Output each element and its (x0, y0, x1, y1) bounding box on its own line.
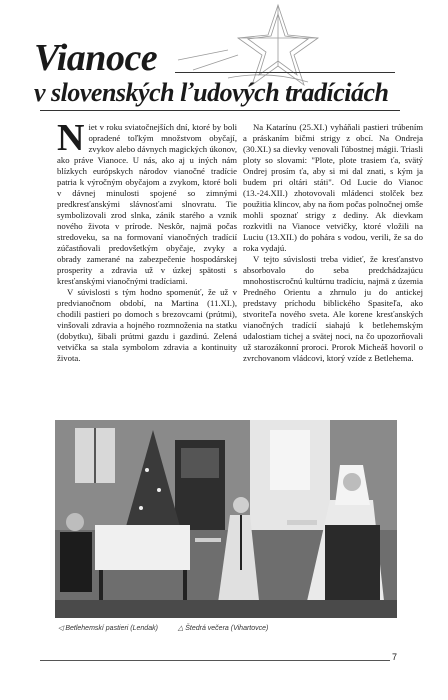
article-column-right (243, 122, 423, 364)
caption-left: ◁ Betlehemskí pastieri (Lendak) (58, 625, 158, 632)
paragraph: Na Katarínu (25.XI.) vyháňali pastieri trúbením a práskaním bičmi strigy z obcí. Na Ondreja (30.XI.) sa dievky venovali ľúbostnej mágii. Triasli ploty so slovami: "Plote, plote trasiem ťa, svätý Ondrej prosím ťa, aby si mi dal znati, s kým ja budem pri oltári státi". Od Lucie do Vianoc (13.-24.XII.) zhotovovali mládenci stolček bez použitia klincov, aby na ňom počas polnočnej omše mohli spoznať strigy z dediny. Ak dievkam rozkvitli na Vianoce vetvičky, ktoré vložili na Luciu (13.XII.) do pohára s vodou, verili, že sa do roka vydajú. (243, 122, 423, 253)
paragraph: V súvislosti s tým hodno spomenúť, že už v predvianočnom období, na Martina (11.XI.), chodili pastieri po domoch s brezovcami (prútmi), vinšovali zdravia a hojného rozmnoženia na statku (dobytku), šibali prútmi gazdu i gazdinú. Zelená vetvička sa stala symbolom zdravia a kontinuity života. (57, 287, 237, 363)
photo-captions (58, 624, 398, 632)
drop-cap: N (57, 117, 85, 159)
caption-right: △ Štedrá večera (Vihartovce) (177, 625, 269, 632)
footer-rule (40, 660, 390, 661)
christmas-eve-photo (55, 420, 397, 618)
paragraph: V tejto súvislosti treba vidieť, že kresťanstvo absorbovalo do seba predchádzajúcu mnohostiscročnú kultúrnu tradíciu, najmä z územia Predného Orientu a zhrnulo ju do antickej predstavy príchodu biblického Spasiteľa, ako stvoriteľa nového sveta. Ale korene kresťanských vianočných tradícií siahajú k betlehemským udalostiam tichej a svätej noci, na čo upozorňovali už starozákonní proroci. Prorok Micheáš hovoril o zvrchovanom vládcovi, ktorý vzíde z Betlehema. (243, 254, 423, 363)
article-title (26, 38, 426, 108)
paragraph: Niet v roku sviatočnejších dní, ktoré by boli opradené toľkým množstvom obyčají, zvykov alebo dávnych magických úkonov, ako práve Vianoce. U nás, ako aj u iných nám blízkych európskych národov vianočné tradície patria k výročným obyčajom a zvykom, ktoré boli v dávnej minulosti spojené so zimnými predkresťanskými slávnosťami slnovratu. Tie symbolizovali zrod slnka, zánik starého a vznik nového života v prírode. Neskôr, najmä počas stredoveku, sa na formovaní vianočných tradícií zúčastňovali predovšetkým obyčaje, zvyky a obrady zamerané na zabezpečenie hospodárskej prosperity a zdravia už v úzkej spätosti s kresťanskými vianočnými tradíciami. (57, 117, 237, 286)
title-line-2: v slovenských ľudových tradíciách (34, 78, 389, 107)
page-number: 7 (392, 652, 398, 662)
title-line-1: Vianoce (34, 37, 158, 79)
title-underline (175, 72, 395, 73)
title-underline (40, 110, 400, 111)
article-column-left (57, 117, 237, 364)
